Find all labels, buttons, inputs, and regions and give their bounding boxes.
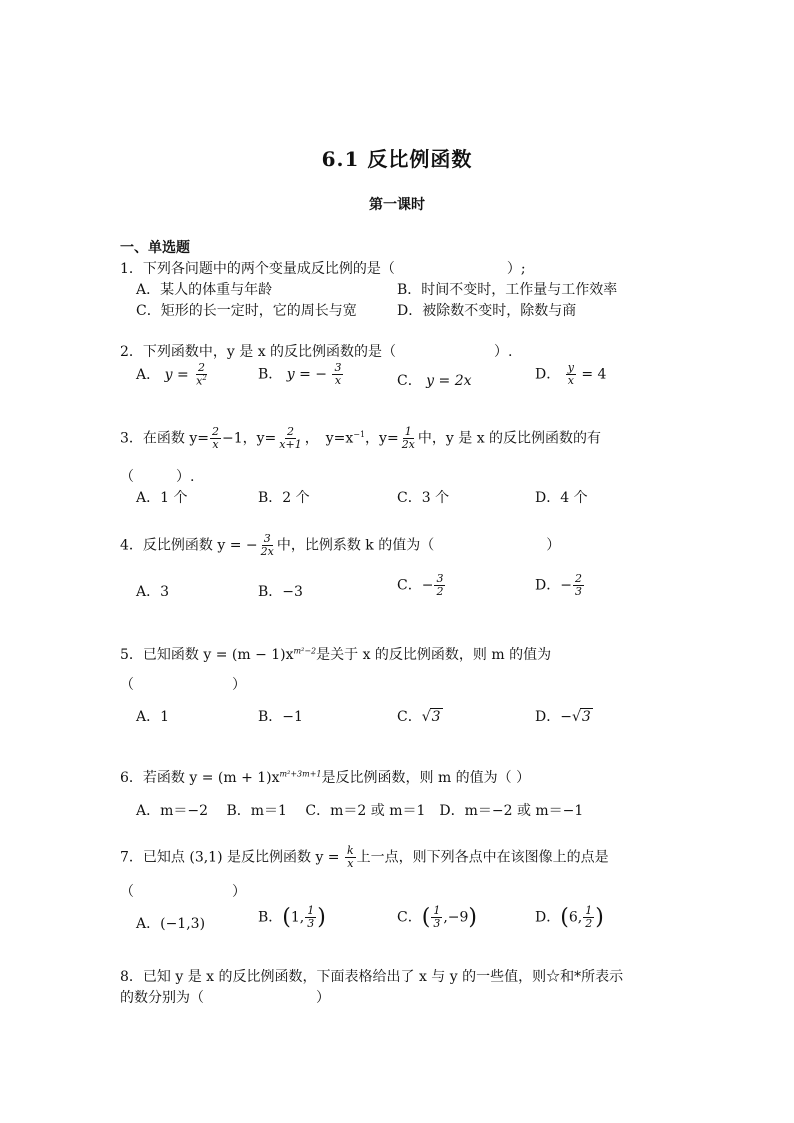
q5-stem-line2: （ ） — [120, 677, 246, 693]
q5-option-b: B．−1 — [258, 709, 303, 725]
option-label: C． — [397, 709, 422, 725]
fraction: $\frac{1}{3}$ — [433, 904, 441, 931]
option-label: D．− — [535, 709, 572, 725]
fraction: $\frac{y}{x}$ — [567, 361, 574, 388]
q1-option-c: C．矩形的长一定时，它的周长与宽 — [136, 303, 357, 319]
option-label: C． — [397, 577, 422, 594]
q5-option-c: C．√3 — [397, 709, 441, 725]
q3-option-a: A．1 个 — [136, 490, 188, 506]
page-title: 6.1 反比例函数 — [321, 147, 473, 171]
q7-option-d: D．(6, $\frac{1}{2}$ ) — [535, 904, 604, 931]
q7-option-c: C．( $\frac{1}{3}$ ,−9) — [397, 904, 477, 931]
q2-option-d — [535, 362, 606, 387]
fraction: $\frac{1}{2x}$ — [401, 425, 415, 452]
fraction: $\frac{k}{x}$ — [347, 844, 354, 871]
text: 中，y 是 x 的反比例函数的有 — [417, 430, 602, 447]
exponent: m²−2 — [293, 646, 317, 656]
text: ，y= — [365, 430, 399, 447]
option-expr: = 4 — [581, 366, 607, 383]
text: 7．已知点 (3,1) 是反比例函数 y = — [120, 849, 340, 866]
q1-option-d: D．被除数不变时，除数与商 — [397, 303, 577, 319]
fraction: $\frac{2}{x}$ — [212, 425, 219, 452]
text: −1，y= — [222, 430, 277, 447]
q3-stem: 3．在函数 y= $\frac{2}{x}$ −1，y= $\frac{2}{x+1}$ ， $y=x^{-1}$，y= $\frac{1}{2x}$ 中，y 是 x 的反比例函数的有 — [120, 425, 602, 452]
text: 4．反比例函数 y = − — [120, 537, 258, 554]
text: 是反比例函数，则 m 的值为（ ） — [321, 770, 531, 786]
q3-option-c: C．3 个 — [397, 490, 450, 506]
q5-option-d: D．−√3 — [535, 709, 591, 725]
option-label: C． — [397, 373, 422, 389]
option-expr: y = 2x — [426, 373, 472, 389]
exponent: m²+3m+1 — [279, 769, 322, 779]
q2-option-b: B． y = − $\frac{3}{x}$ — [258, 361, 342, 388]
q4-stem — [120, 533, 560, 558]
text: 中，比例系数 k 的值为（ ） — [276, 537, 561, 554]
q8-stem: 8．已知 y 是 x 的反比例函数，下面表格给出了 x 与 y 的一些值，则☆和*所表示 — [120, 969, 624, 985]
fraction: $\frac{2}{3}$ — [574, 572, 582, 599]
q1-stem: 1．下列各问题中的两个变量成反比例的是（ ）; — [120, 261, 526, 277]
option-label: D． — [535, 577, 561, 594]
q5-stem — [120, 644, 551, 664]
text: 6．若函数 y = (m + 1)x — [120, 770, 280, 786]
q7-option-b: B．(1, $\frac{1}{3}$ ) — [258, 904, 326, 931]
fraction: $\frac{3}{2}$ — [436, 572, 444, 599]
q4-option-d: D．− $\frac{2}{3}$ — [535, 572, 582, 599]
option-label: A． — [136, 366, 161, 383]
q6-options: A．m＝−2 B．m＝1 C．m＝2 或 m＝1 D．m＝−2 或 m＝−1 — [136, 803, 584, 819]
q4-option-c: C．− $\frac{3}{2}$ — [397, 572, 444, 599]
text: 上一点，则下列各点中在该图像上的点是 — [356, 849, 609, 866]
fraction: $\frac{1}{2}$ — [585, 904, 593, 931]
page-subtitle: 第一课时 — [369, 197, 425, 213]
q8-stem-line2: 的数分别为（ ） — [120, 990, 330, 1006]
q4-option-a: A．3 — [136, 584, 170, 600]
q7-stem — [120, 845, 609, 870]
q7-stem-line2: （ ） — [120, 884, 246, 900]
text: 是关于 x 的反比例函数，则 m 的值为 — [316, 647, 552, 663]
section-heading: 一、单选题 — [120, 240, 190, 256]
q3-option-d: D．4 个 — [535, 490, 588, 506]
fraction: $\frac{3}{2x}$ — [260, 532, 274, 559]
option-label: B． — [258, 366, 283, 383]
q2-stem: 2．下列函数中，y 是 x 的反比例函数的是（ ）. — [120, 344, 513, 360]
q3-stem-line2: （ ）. — [120, 469, 195, 485]
q7-option-a: A．(−1,3) — [136, 916, 206, 932]
q1-option-b: B．时间不变时，工作量与工作效率 — [397, 282, 618, 298]
text: 5．已知函数 y = (m − 1)x — [120, 647, 294, 663]
q2-option-a: A． y = $\frac{2}{x^2}$ — [136, 361, 207, 388]
q2-option-c — [397, 370, 472, 390]
q3-option-b: B．2 个 — [258, 490, 310, 506]
fraction: $\frac{1}{3}$ — [307, 904, 315, 931]
option-label: D． — [535, 909, 561, 926]
q4-option-b: B．−3 — [258, 584, 303, 600]
fraction: $\frac{3}{x}$ — [334, 361, 342, 388]
q6-stem — [120, 767, 530, 787]
q1-option-a: A．某人的体重与年龄 — [136, 282, 273, 298]
option-label: C． — [397, 909, 422, 926]
option-label: B． — [258, 909, 283, 926]
fraction: $\frac{2}{x^2}$ — [196, 361, 207, 388]
q5-option-a: A．1 — [136, 709, 170, 725]
text: ， y=x — [304, 430, 354, 447]
text: 3．在函数 y= — [120, 430, 209, 447]
fraction: $\frac{2}{x+1}$ — [279, 425, 302, 452]
option-label: D． — [535, 366, 561, 383]
